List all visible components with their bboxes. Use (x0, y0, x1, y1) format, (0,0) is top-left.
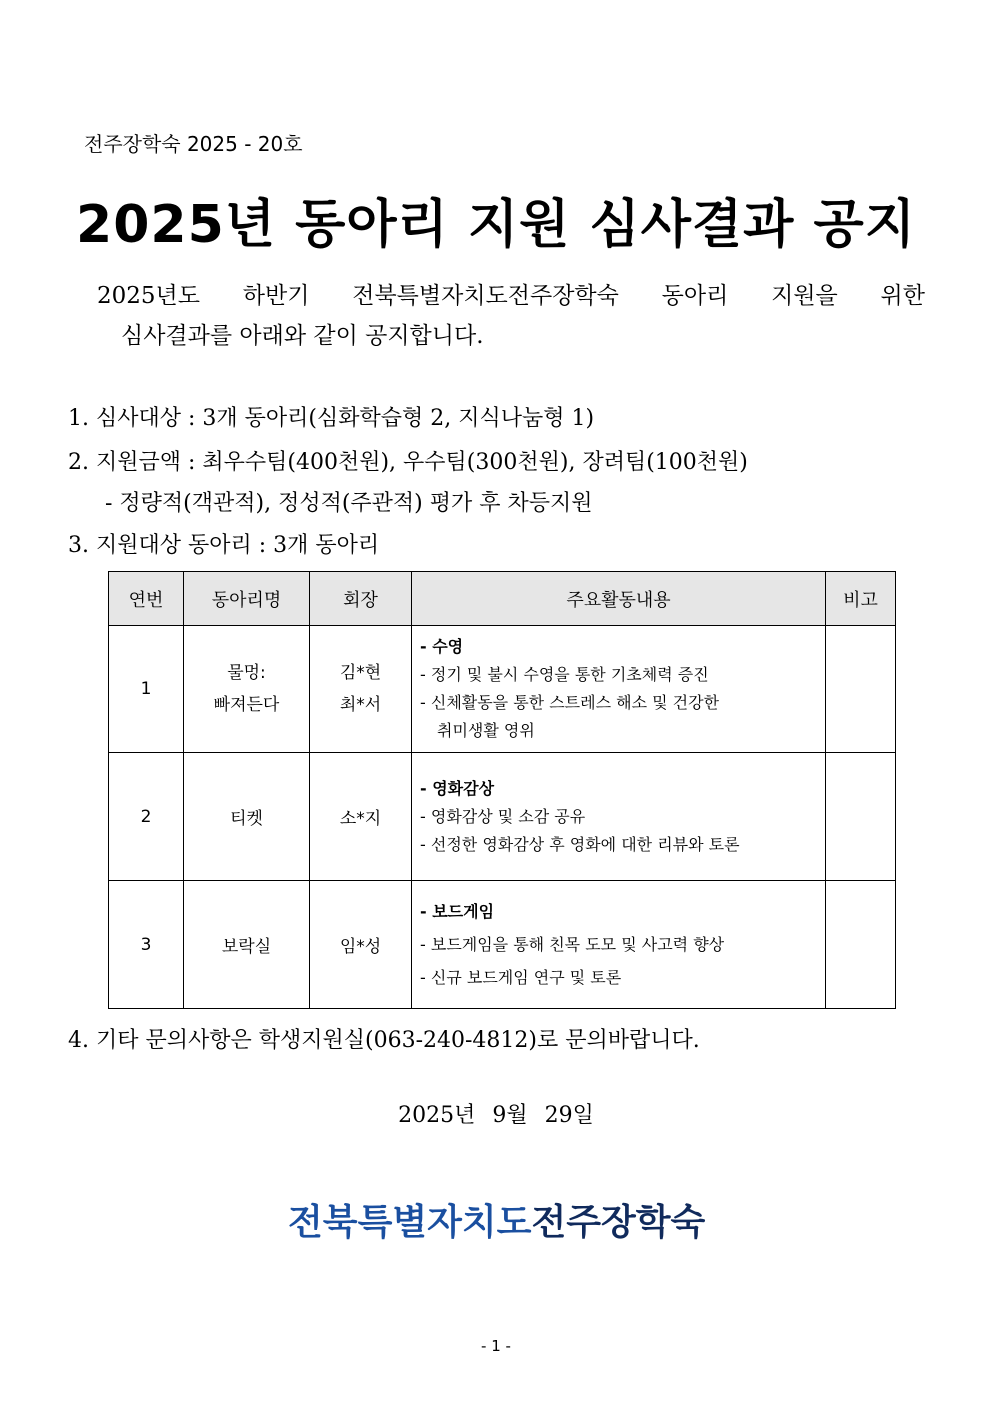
seal-part-3: 전주장학숙 (531, 1201, 706, 1243)
activity-line: - 신체활동을 통한 스트레스 해소 및 건강한 (420, 693, 720, 712)
seal-part-2: 특별자치도 (357, 1201, 532, 1243)
activities (412, 753, 826, 881)
note (826, 881, 896, 1009)
activity-title: - 보드게임 (420, 902, 495, 921)
activity-line: - 신규 보드게임 연구 및 토론 (420, 968, 622, 987)
intro-line-1: 2025년도 하반기 전북특별자치도전주장학숙 동아리 지원을 위한 (97, 283, 925, 309)
item-support-amount-note: - 정량적(객관적), 정성적(주관적) 평가 후 차등지원 (105, 491, 593, 516)
page-title: 2025년 동아리 지원 심사결과 공지 (76, 195, 916, 255)
table-row (109, 881, 896, 1009)
header-no: 연번 (109, 572, 184, 626)
seal-part-1: 전북 (288, 1201, 358, 1243)
leader-line: 최*서 (339, 695, 382, 715)
leader-line: 김*현 (339, 663, 382, 683)
intro-line-2: 심사결과를 아래와 같이 공지합니다. (121, 323, 484, 349)
club-name: 보락실 (184, 881, 310, 1009)
institution-seal (288, 1193, 705, 1245)
activities (412, 626, 826, 753)
activity-line-continued: 취미생활 영위 (437, 721, 535, 740)
item-review-target: 1. 심사대상 : 3개 동아리(심화학습형 2, 지식나눔형 1) (68, 406, 595, 431)
header-club-name: 동아리명 (184, 572, 310, 626)
row-no: 3 (109, 881, 184, 1009)
item-support-amount: 2. 지원금액 : 최우수팀(400천원), 우수팀(300천원), 장려팀(100천원) (68, 450, 748, 475)
item-support-clubs: 3. 지원대상 동아리 : 3개 동아리 (68, 533, 380, 558)
note (826, 626, 896, 753)
leader: 임*성 (310, 881, 412, 1009)
activity-line: - 정기 및 불시 수영을 통한 기초체력 증진 (420, 665, 709, 684)
header-leader: 회장 (310, 572, 412, 626)
table-header-row (109, 572, 896, 626)
club-results-table (108, 571, 896, 1009)
header-note: 비고 (826, 572, 896, 626)
activity-line: - 영화감상 및 소감 공유 (420, 806, 586, 826)
activity-title: - 영화감상 (420, 778, 495, 798)
row-no: 1 (109, 626, 184, 753)
activity-title: - 수영 (420, 637, 464, 656)
activity-line: - 선정한 영화감상 후 영화에 대한 리뷰와 토론 (420, 834, 740, 854)
club-name-line: 물멍: (227, 663, 266, 683)
document-number: 전주장학숙 2025 - 20호 (84, 132, 303, 156)
club-name-line: 빠져든다 (213, 695, 280, 715)
item-contact: 4. 기타 문의사항은 학생지원실(063-240-4812)로 문의바랍니다. (68, 1028, 700, 1053)
leader: 소*지 (310, 753, 412, 881)
activities (412, 881, 826, 1009)
club-name (184, 626, 310, 753)
intro-paragraph (97, 276, 925, 356)
row-no: 2 (109, 753, 184, 881)
note (826, 753, 896, 881)
page-number: - 1 - (481, 1337, 511, 1355)
activity-line: - 보드게임을 통해 친목 도모 및 사고력 향상 (420, 935, 725, 954)
club-name: 티켓 (184, 753, 310, 881)
table-row (109, 753, 896, 881)
table-row (109, 626, 896, 753)
header-activities: 주요활동내용 (412, 572, 826, 626)
leader (310, 626, 412, 753)
issue-date: 2025년 9월 29일 (398, 1103, 594, 1128)
